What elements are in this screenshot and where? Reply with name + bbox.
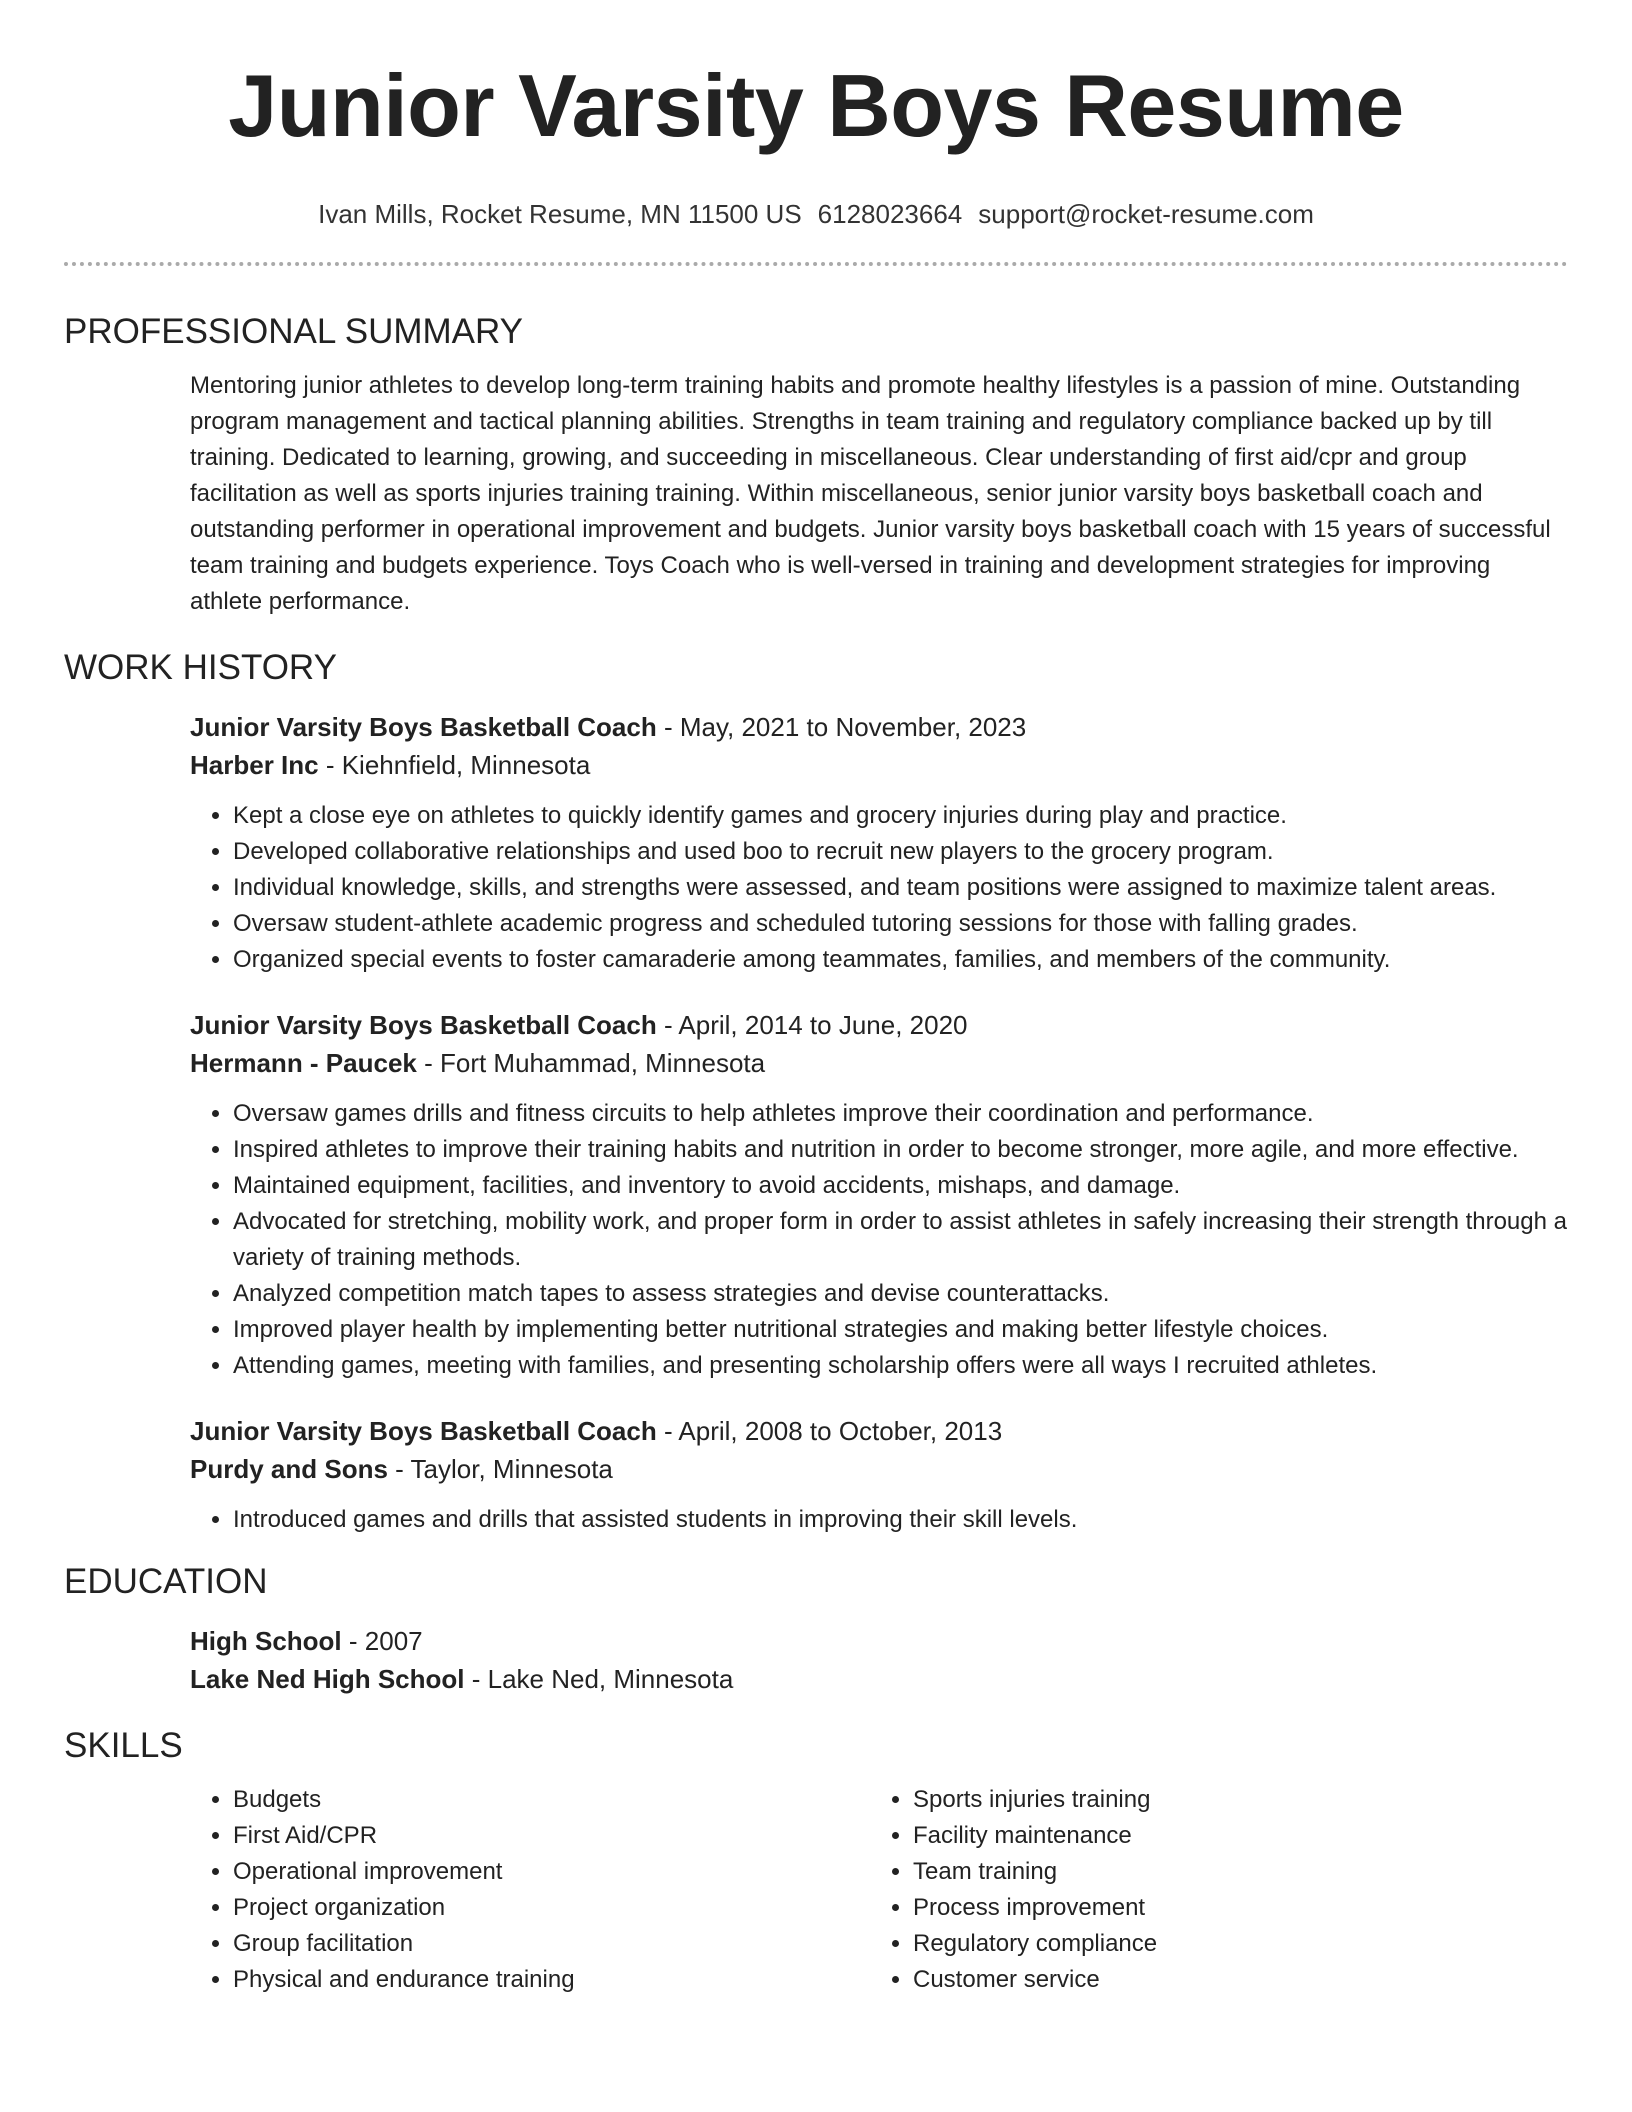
list-item: • First Aid/CPR <box>233 1818 870 1854</box>
job-bullets <box>190 1502 1568 1538</box>
job-entry <box>190 708 1568 978</box>
list-item: • Attending games, meeting with families, and presenting scholarship offers were all ways I recruited athletes. <box>233 1348 1568 1384</box>
skills-heading: SKILLS <box>64 1726 183 1765</box>
job-title: Junior Varsity Boys Basketball Coach <box>190 712 657 742</box>
education-section <box>64 1560 1568 1698</box>
list-item: • Advocated for stretching, mobility work, and proper form in order to assist athletes in safely increasing their strength through a variety of training methods. <box>233 1204 1568 1276</box>
header-divider <box>64 262 1568 266</box>
job-title-line <box>190 1006 1568 1044</box>
summary-text: Mentoring junior athletes to develop long-term training habits and promote healthy lifestyles is a passion of mine. Outstanding program management and tactical planning abilities. Strengths in team training and regulatory compliance backed up by till training. Dedicated to learning, growing, and succeeding in miscellaneous. Clear understanding of first aid/cpr and group facilitation as well as sports injuries training training. Within miscellaneous, senior junior varsity boys basketball coach and outstanding performer in operational improvement and budgets. Junior varsity boys basketball coach with 15 years of successful team training and budgets experience. Toys Coach who is well-versed in training and development strategies for improving athlete performance. <box>190 372 1551 615</box>
education-degree: High School <box>190 1626 342 1656</box>
job-dates: - April, 2014 to June, 2020 <box>656 1010 968 1040</box>
list-item: • Oversaw games drills and fitness circuits to help athletes improve their coordination and performance. <box>233 1096 1568 1132</box>
summary-body <box>190 368 1568 620</box>
job-location: - Taylor, Minnesota <box>387 1454 613 1484</box>
job-company: Purdy and Sons <box>190 1454 388 1484</box>
list-item: • Individual knowledge, skills, and strengths were assessed, and team positions were assigned to maximize talent areas. <box>233 870 1568 906</box>
job-company-line <box>190 1450 1568 1488</box>
job-bullets <box>190 1096 1568 1384</box>
list-item: • Team training <box>913 1854 1550 1890</box>
job-entry <box>190 1006 1568 1384</box>
summary-section <box>64 310 1568 620</box>
education-heading: EDUCATION <box>64 1562 268 1601</box>
job-dates: - May, 2021 to November, 2023 <box>656 712 1027 742</box>
list-item: • Maintained equipment, facilities, and inventory to avoid accidents, mishaps, and damage. <box>233 1168 1568 1204</box>
list-item: • Project organization <box>233 1890 870 1926</box>
job-location: - Fort Muhammad, Minnesota <box>416 1048 766 1078</box>
list-item: • Process improvement <box>913 1890 1550 1926</box>
list-item: • Physical and endurance training <box>233 1962 870 1998</box>
education-year: - 2007 <box>341 1626 423 1656</box>
list-item: • Budgets <box>233 1782 870 1818</box>
job-title-line <box>190 1412 1568 1450</box>
contact-line <box>64 198 1568 230</box>
job-company: Hermann - Paucek <box>190 1048 417 1078</box>
education-school-line <box>190 1660 1568 1698</box>
work-section <box>64 646 1568 1538</box>
work-heading: WORK HISTORY <box>64 648 337 687</box>
education-school: Lake Ned High School <box>190 1664 465 1694</box>
skills-right-list <box>870 1782 1550 1998</box>
contact-phone: 6128023664 <box>817 199 963 229</box>
list-item: • Oversaw student-athlete academic progress and scheduled tutoring sessions for those with falling grades. <box>233 906 1568 942</box>
job-location: - Kiehnfield, Minnesota <box>318 750 591 780</box>
list-item: • Sports injuries training <box>913 1782 1550 1818</box>
skills-left-list <box>190 1782 870 1998</box>
job-title: Junior Varsity Boys Basketball Coach <box>190 1416 657 1446</box>
skills-section <box>64 1724 1568 1998</box>
page-title: Junior Varsity Boys Resume <box>228 56 1404 155</box>
list-item: • Operational improvement <box>233 1854 870 1890</box>
job-title-line <box>190 708 1568 746</box>
list-item: • Facility maintenance <box>913 1818 1550 1854</box>
list-item: • Customer service <box>913 1962 1550 1998</box>
list-item: • Kept a close eye on athletes to quickly identify games and grocery injuries during play and practice. <box>233 798 1568 834</box>
contact-email: support@rocket-resume.com <box>978 199 1314 229</box>
list-item: • Developed collaborative relationships and used boo to recruit new players to the grocery program. <box>233 834 1568 870</box>
list-item: • Introduced games and drills that assisted students in improving their skill levels. <box>233 1502 1568 1538</box>
list-item: • Improved player health by implementing better nutritional strategies and making better lifestyle choices. <box>233 1312 1568 1348</box>
education-degree-line <box>190 1622 1568 1660</box>
list-item: • Regulatory compliance <box>913 1926 1550 1962</box>
list-item: • Analyzed competition match tapes to assess strategies and devise counterattacks. <box>233 1276 1568 1312</box>
list-item: • Group facilitation <box>233 1926 870 1962</box>
summary-heading: PROFESSIONAL SUMMARY <box>64 312 523 351</box>
job-company: Harber Inc <box>190 750 319 780</box>
job-company-line <box>190 1044 1568 1082</box>
skills-column-right <box>870 1782 1550 1998</box>
job-company-line <box>190 746 1568 784</box>
list-item: • Organized special events to foster camaraderie among teammates, families, and members of the community. <box>233 942 1568 978</box>
education-location: - Lake Ned, Minnesota <box>464 1664 734 1694</box>
education-entry <box>190 1622 1568 1698</box>
contact-address: Ivan Mills, Rocket Resume, MN 11500 US <box>318 199 802 229</box>
job-bullets <box>190 798 1568 978</box>
job-entry <box>190 1412 1568 1538</box>
job-dates: - April, 2008 to October, 2013 <box>656 1416 1003 1446</box>
list-item: • Inspired athletes to improve their training habits and nutrition in order to become stronger, more agile, and more effective. <box>233 1132 1568 1168</box>
skills-column-left <box>190 1782 870 1998</box>
skills-list <box>190 1782 1568 1998</box>
job-title: Junior Varsity Boys Basketball Coach <box>190 1010 657 1040</box>
